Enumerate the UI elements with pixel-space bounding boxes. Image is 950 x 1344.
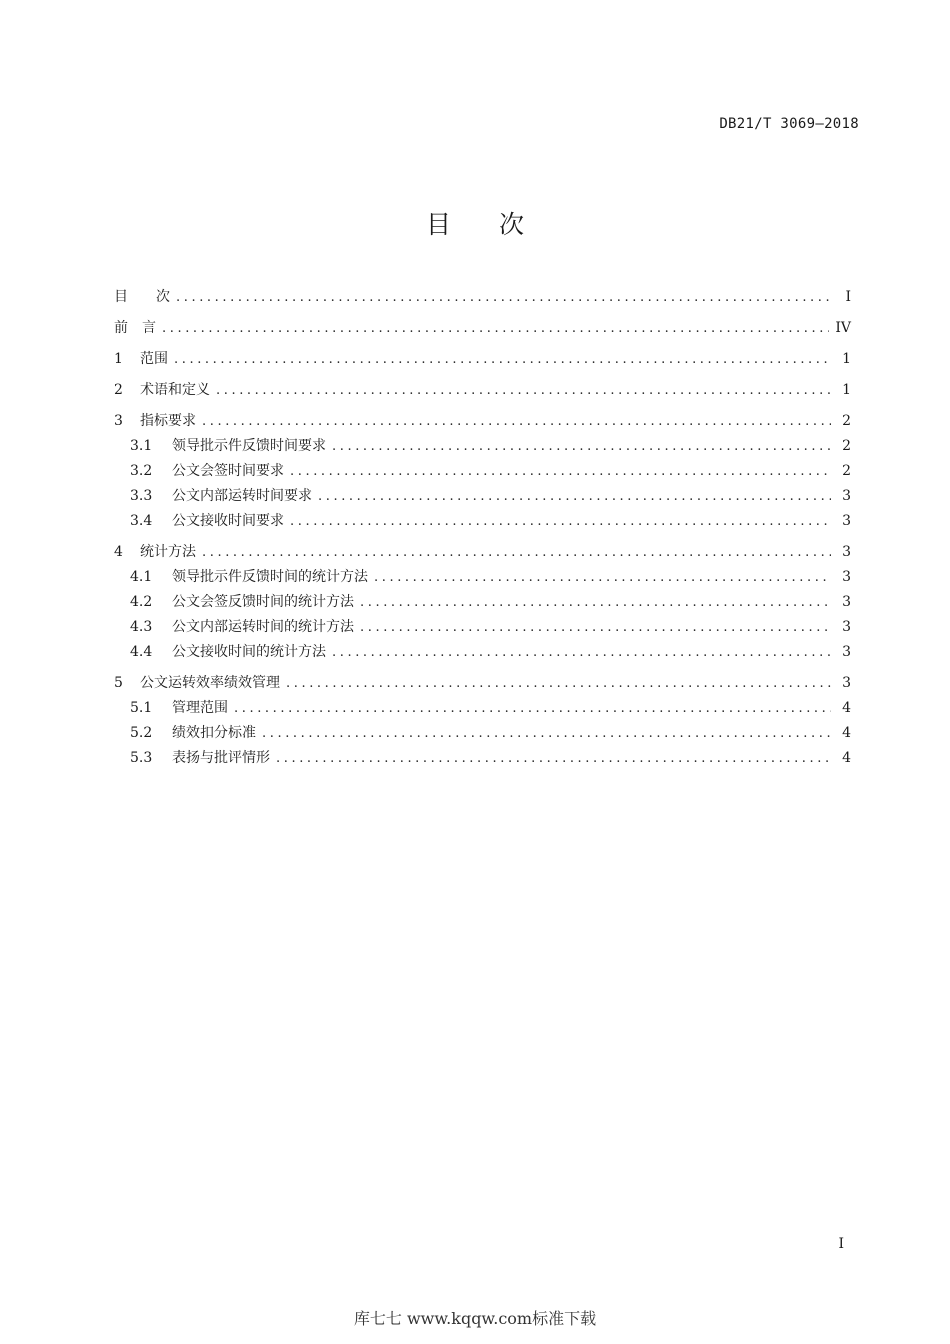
toc-entry-label: 前 言 <box>114 320 156 336</box>
toc-entry-number: 3.3 <box>130 488 153 504</box>
toc-entry-page: 1 <box>842 382 851 398</box>
toc-entry[interactable] <box>114 722 851 747</box>
toc-entry-page: 3 <box>842 594 851 610</box>
toc-entry-label: 绩效扣分标准 <box>172 725 256 741</box>
toc-leader-dots <box>176 290 831 305</box>
toc-leader-dots <box>332 645 831 660</box>
toc-entry-number: 5.2 <box>130 725 153 741</box>
toc-entry-page: 3 <box>842 513 851 529</box>
watermark-text: 库七七 www.kqqw.com标准下载 <box>353 1309 597 1328</box>
toc-entry-number: 3 <box>114 413 123 429</box>
toc-entry-label: 领导批示件反馈时间的统计方法 <box>172 569 368 585</box>
toc-entry-number: 3.2 <box>130 463 153 479</box>
toc-entry-label: 公文会签时间要求 <box>172 463 284 479</box>
toc-entry-page: 3 <box>842 675 851 691</box>
toc-entry[interactable] <box>114 541 851 566</box>
toc-entry-number: 5.1 <box>130 700 153 716</box>
toc-entry-page: 4 <box>842 750 851 766</box>
toc-entry-label: 统计方法 <box>140 544 196 560</box>
toc-entry-number: 1 <box>114 351 123 367</box>
toc-entry-number: 4.3 <box>130 619 153 635</box>
toc-entry[interactable] <box>114 410 851 435</box>
toc-entry[interactable] <box>114 286 851 311</box>
toc-entry-page: 1 <box>842 351 851 367</box>
toc-entry-number: 2 <box>114 382 123 398</box>
toc-leader-dots <box>202 545 831 560</box>
toc-heading-char-2: 次 <box>499 210 525 239</box>
toc-entry-page: 4 <box>842 700 851 716</box>
toc-leader-dots <box>374 570 831 585</box>
toc-leader-dots <box>202 414 831 429</box>
toc-entry-page: 3 <box>842 488 851 504</box>
toc-entry[interactable] <box>114 460 851 485</box>
toc-entry-number: 5 <box>114 675 123 691</box>
toc-entry[interactable] <box>114 616 851 641</box>
toc-entry[interactable] <box>114 697 851 722</box>
toc-entry-label: 术语和定义 <box>140 382 210 398</box>
toc-entry[interactable] <box>114 348 851 373</box>
toc-entry-label: 公文运转效率绩效管理 <box>140 675 280 691</box>
toc-entry-label: 指标要求 <box>140 413 196 429</box>
toc-leader-dots <box>290 464 831 479</box>
toc-entry[interactable] <box>114 435 851 460</box>
toc-entry[interactable] <box>114 485 851 510</box>
toc-leader-dots <box>174 352 831 367</box>
toc-leader-dots <box>162 321 829 336</box>
document-code: DB21/T 3069—2018 <box>719 116 859 132</box>
toc-entry-label: 公文会签反馈时间的统计方法 <box>172 594 354 610</box>
toc-entry-page: IV <box>835 320 851 336</box>
toc-leader-dots <box>360 595 831 610</box>
toc-entry[interactable] <box>114 641 851 666</box>
toc-entry[interactable] <box>114 747 851 772</box>
toc-entry-page: 2 <box>842 413 851 429</box>
toc-entry-page: 3 <box>842 644 851 660</box>
toc-entry-number: 4 <box>114 544 123 560</box>
toc-entry-label: 公文接收时间要求 <box>172 513 284 529</box>
toc-entry-number: 4.4 <box>130 644 153 660</box>
toc-leader-dots <box>262 726 831 741</box>
toc-leader-dots <box>234 701 831 716</box>
toc-entry[interactable] <box>114 672 851 697</box>
toc-leader-dots <box>276 751 831 766</box>
toc-entry-label: 目 次 <box>114 289 170 305</box>
toc-entry-number: 3.4 <box>130 513 153 529</box>
toc-heading <box>0 205 950 241</box>
toc-heading-char-1: 目 <box>425 210 451 239</box>
toc-leader-dots <box>332 439 831 454</box>
toc-entry-number: 5.3 <box>130 750 153 766</box>
toc-leader-dots <box>360 620 831 635</box>
page-number: I <box>838 1236 844 1252</box>
toc-entry-page: I <box>845 289 851 305</box>
toc-entry[interactable] <box>114 317 851 342</box>
toc-leader-dots <box>290 514 831 529</box>
toc-list <box>114 286 851 772</box>
toc-entry-page: 3 <box>842 544 851 560</box>
toc-entry[interactable] <box>114 566 851 591</box>
toc-entry[interactable] <box>114 510 851 535</box>
toc-entry-label: 公文内部运转时间的统计方法 <box>172 619 354 635</box>
toc-entry-page: 3 <box>842 569 851 585</box>
toc-entry-number: 4.1 <box>130 569 153 585</box>
toc-entry[interactable] <box>114 591 851 616</box>
toc-entry-label: 公文接收时间的统计方法 <box>172 644 326 660</box>
toc-entry-label: 领导批示件反馈时间要求 <box>172 438 326 454</box>
toc-leader-dots <box>286 676 831 691</box>
toc-entry-page: 2 <box>842 438 851 454</box>
toc-entry-number: 4.2 <box>130 594 153 610</box>
toc-leader-dots <box>216 383 831 398</box>
toc-entry-label: 公文内部运转时间要求 <box>172 488 312 504</box>
toc-entry-page: 4 <box>842 725 851 741</box>
toc-entry-label: 管理范围 <box>172 700 228 716</box>
toc-entry-page: 3 <box>842 619 851 635</box>
toc-entry-number: 3.1 <box>130 438 153 454</box>
toc-entry-label: 范围 <box>140 351 168 367</box>
toc-entry-label: 表扬与批评情形 <box>172 750 270 766</box>
toc-entry[interactable] <box>114 379 851 404</box>
toc-entry-page: 2 <box>842 463 851 479</box>
toc-leader-dots <box>318 489 831 504</box>
